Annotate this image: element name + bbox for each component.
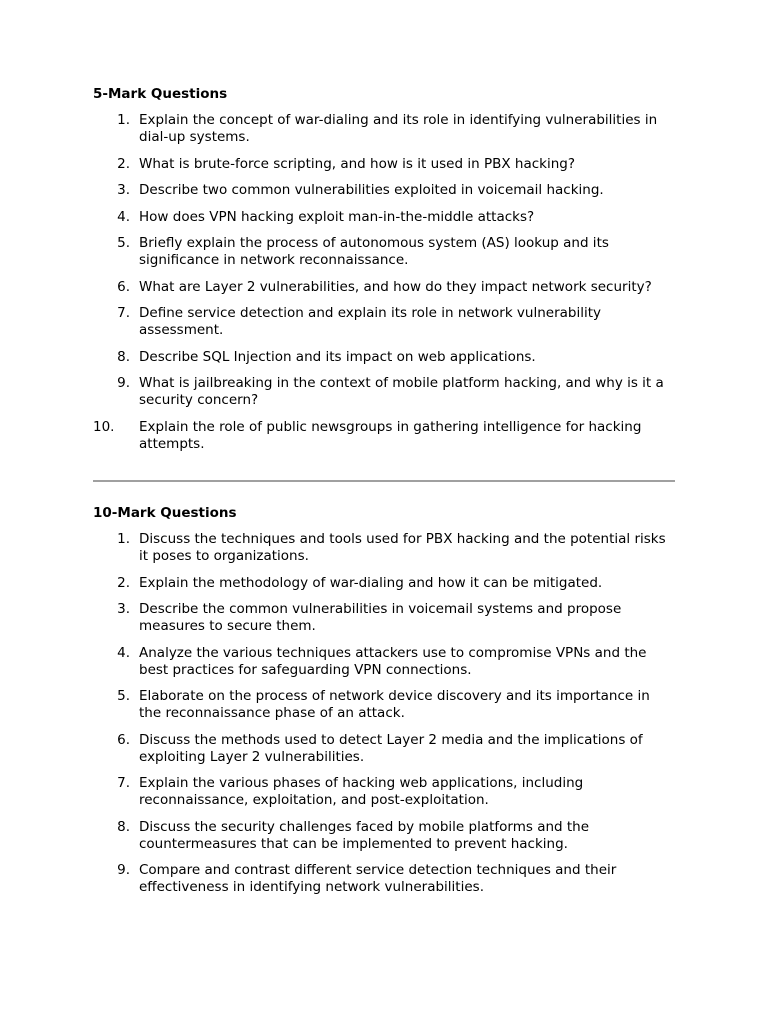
- item-number: 8.: [117, 348, 130, 365]
- list-item: [93, 531, 675, 565]
- item-text: Explain the methodology of war-dialing and how it can be mitigated.: [139, 574, 603, 591]
- list-item: [93, 688, 675, 722]
- item-number: 9.: [117, 375, 130, 391]
- item-text: Define service detection and explain its role in network vulnerability assessment.: [139, 305, 602, 338]
- section-5-mark: [93, 86, 675, 462]
- question-list: [93, 531, 675, 896]
- item-number: 2.: [117, 155, 130, 172]
- item-number: 1.: [117, 531, 130, 547]
- list-item: [93, 182, 675, 199]
- item-number: 4.: [117, 208, 130, 225]
- item-text: Discuss the methods used to detect Layer 2 media and the implications of exploiting Layer 2 vulnerabilities.: [139, 731, 643, 765]
- section-divider: [93, 480, 675, 482]
- item-number: 10.: [93, 418, 115, 435]
- item-text: Discuss the techniques and tools used for PBX hacking and the potential risks it poses to organizations.: [139, 531, 666, 564]
- list-item: [93, 279, 675, 296]
- item-number: 3.: [117, 182, 130, 198]
- list-item: [93, 575, 675, 592]
- section-heading: 5-Mark Questions: [93, 86, 228, 102]
- list-item: [93, 645, 675, 679]
- section-heading: 10-Mark Questions: [93, 505, 237, 521]
- item-number: 1.: [117, 112, 130, 128]
- item-text: How does VPN hacking exploit man-in-the-middle attacks?: [139, 208, 535, 225]
- item-number: 4.: [117, 644, 130, 661]
- list-item: [93, 235, 675, 269]
- list-item: [93, 732, 675, 766]
- item-text: Elaborate on the process of network device discovery and its importance in the reconnaissance phase of an attack.: [139, 688, 650, 721]
- item-text: Briefly explain the process of autonomous system (AS) lookup and its significance in network reconnaissance.: [139, 235, 609, 268]
- list-item: [93, 305, 675, 339]
- item-number: 2.: [117, 574, 130, 591]
- list-item: [93, 419, 675, 453]
- list-item: [93, 862, 675, 896]
- item-text: Describe the common vulnerabilities in voicemail systems and propose measures to secure them.: [139, 601, 622, 634]
- item-text: Describe SQL Injection and its impact on web applications.: [139, 348, 536, 365]
- item-number: 3.: [117, 601, 130, 617]
- list-item: [93, 156, 675, 173]
- question-list: [93, 112, 675, 453]
- item-text: Compare and contrast different service detection techniques and their effectiveness in identifying network vulnerabilities.: [139, 862, 617, 895]
- item-text: Explain the various phases of hacking web applications, including reconnaissance, exploitation, and post-exploitation.: [139, 775, 584, 808]
- item-number: 5.: [117, 235, 130, 251]
- item-number: 5.: [117, 688, 130, 704]
- item-text: Analyze the various techniques attackers use to compromise VPNs and the best practices for safeguarding VPN connections.: [139, 644, 647, 678]
- item-text: What are Layer 2 vulnerabilities, and how do they impact network security?: [139, 278, 652, 295]
- item-text: What is jailbreaking in the context of mobile platform hacking, and why is it a security concern?: [139, 375, 664, 408]
- item-text: Explain the concept of war-dialing and its role in identifying vulnerabilities in dial-up systems.: [139, 112, 658, 145]
- item-number: 7.: [117, 775, 130, 791]
- item-text: Describe two common vulnerabilities exploited in voicemail hacking.: [139, 182, 604, 198]
- item-number: 8.: [117, 818, 130, 835]
- list-item: [93, 819, 675, 853]
- item-number: 6.: [117, 731, 130, 748]
- list-item: [93, 112, 675, 146]
- item-number: 6.: [117, 278, 130, 295]
- item-text: Discuss the security challenges faced by mobile platforms and the countermeasures that can be implemented to prevent hacking.: [139, 818, 590, 852]
- item-number: 7.: [117, 305, 130, 321]
- list-item: [93, 375, 675, 409]
- list-item: [93, 775, 675, 809]
- item-text: What is brute-force scripting, and how is it used in PBX hacking?: [139, 155, 576, 172]
- item-number: 9.: [117, 862, 130, 878]
- item-text: Explain the role of public newsgroups in gathering intelligence for hacking attempts.: [139, 418, 642, 452]
- list-item: [93, 209, 675, 226]
- list-item: [93, 349, 675, 366]
- section-10-mark: [93, 505, 675, 906]
- list-item: [93, 601, 675, 635]
